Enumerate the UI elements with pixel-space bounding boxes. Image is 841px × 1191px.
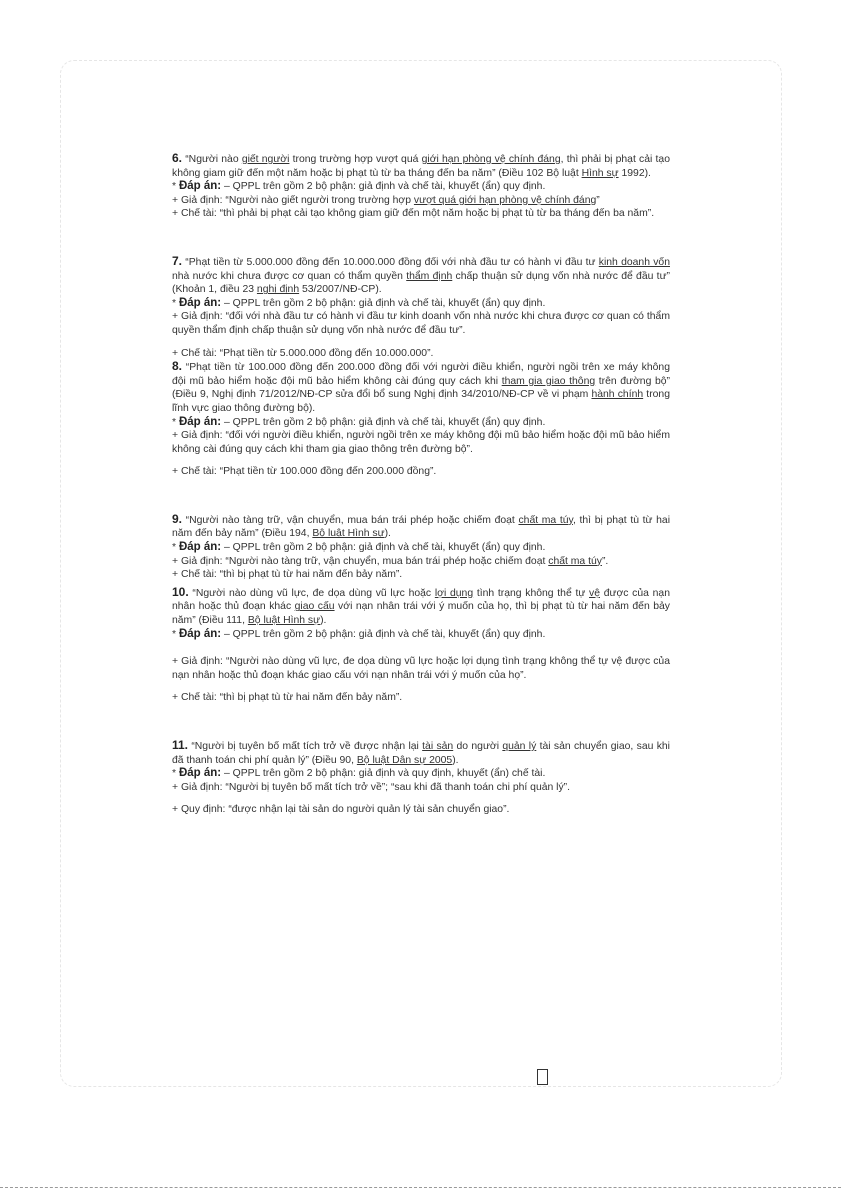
answer-line: [172, 541, 670, 555]
gia-dinh-line: [172, 555, 670, 569]
statement-text: ).: [452, 754, 459, 766]
spacer: [172, 705, 670, 739]
answer-text: – QPPL trên gồm 2 bộ phận: giả định và chế tài, khuyết (ẩn) quy định.: [221, 181, 546, 193]
statement-text: trên đường bộ” (Điều 9, Nghị định 71/2012/NĐ-CP sửa đổi bổ sung Nghị định 34/2010/NĐ-CP về vi phạm: [172, 375, 670, 401]
question-10: [172, 586, 670, 705]
statement-text: 1992).: [618, 167, 651, 179]
statement-text: ).: [320, 615, 327, 627]
question-9: [172, 513, 670, 582]
gia-dinh-line: + Giả định: “đối với người điều khiển, người ngồi trên xe máy không đội mũ bảo hiểm hoặc đội mũ bảo hiểm không cài đúng quy cách khi tham gia giao thông trên đường bộ”.: [172, 430, 670, 455]
underlined-term: kinh doanh vốn: [598, 256, 670, 268]
statement-text: , thì bị phạt tù từ hai năm đến bảy năm” (Điều 194,: [172, 514, 671, 540]
spacer: [172, 221, 670, 255]
che-tai-line: + Chế tài: “thì phải bị phạt cải tạo không giam giữ đến một năm hoặc bị phạt tù từ ba tháng đến ba năm”.: [172, 208, 655, 220]
quy-dinh-line: + Quy định: “được nhận lại tài sản do người quản lý tài sản chuyển giao”.: [172, 804, 510, 816]
gia-dinh-line: [172, 194, 670, 208]
gia-dinh-line: + Giả định: “đối với nhà đầu tư có hành vi đầu tư kinh doanh vốn nhà nước khi chưa được cơ quan có thẩm quyền thẩm định chấp thuận sử dụng vốn nhà nước để đầu tư”.: [172, 311, 670, 336]
question-number: 10.: [172, 584, 189, 599]
underlined-term: Hình sự: [581, 167, 619, 179]
question-statement: [172, 255, 670, 297]
spacer: [172, 794, 670, 803]
gia-dinh-text: ”: [596, 194, 600, 206]
underlined-term: hành chính: [591, 389, 644, 401]
answer-line: [172, 297, 670, 311]
answer-prefix: *: [172, 416, 179, 428]
statement-text: “Người nào tàng trữ, vận chuyển, mua bán trái phép hoặc chiếm đoạt: [182, 514, 519, 526]
answer-prefix: *: [172, 297, 179, 309]
underlined-term: nghị định: [256, 284, 300, 296]
statement-text: được của nạn nhân hoặc thủ đoạn khác: [172, 587, 670, 613]
spacer: [172, 456, 670, 465]
question-statement: [172, 513, 670, 541]
answer-prefix: *: [172, 181, 179, 193]
statement-text: ).: [384, 528, 391, 540]
answer-label: Đáp án:: [178, 627, 222, 640]
answer-label: Đáp án:: [178, 767, 222, 780]
statement-text: 53/2007/NĐ-CP).: [299, 284, 382, 296]
statement-text: trong lĩnh vực giao thông đường bộ).: [172, 389, 670, 414]
question-statement: [172, 586, 670, 628]
underlined-term: tài sản: [422, 741, 454, 752]
page-marker-box: [537, 1069, 548, 1085]
answer-text: – QPPL trên gồm 2 bộ phận: giả định và chế tài, khuyết (ẩn) quy định.: [221, 542, 546, 554]
answer-line: [172, 416, 670, 430]
gia-dinh-line: + Giả định: “Người nào dùng vũ lực, đe dọa dùng vũ lực hoặc lợi dụng tình trạng không thể tự vệ được của nạn nhân hoặc thủ đoạn khác giao cấu với nạn nhân trái với ý muốn của họ”.: [172, 656, 670, 681]
underlined-term: chất ma túy: [518, 514, 573, 526]
che-tai-line: + Chế tài: “thì bị phạt tù từ hai năm đến bảy năm”.: [172, 569, 403, 581]
answer-line: [172, 628, 670, 642]
answer-prefix: *: [172, 768, 179, 780]
underlined-term: chất ma túy: [548, 555, 602, 567]
gia-dinh-text: + Giả định: “Người nào giết người trong trường hợp: [172, 194, 414, 206]
question-8: [172, 360, 670, 479]
answer-line: [172, 767, 670, 781]
answer-line: [172, 180, 670, 194]
question-number: 8.: [172, 359, 183, 374]
underlined-term: quản lý: [502, 741, 537, 752]
answer-label: Đáp án:: [178, 541, 222, 554]
statement-text: “Người nào dùng vũ lực, đe dọa dùng vũ lực hoặc: [188, 587, 435, 599]
statement-text: do người: [453, 741, 503, 752]
gia-dinh-text: + Giả định: “Người nào tàng trữ, vận chuyển, mua bán trái phép hoặc chiếm đoạt: [172, 555, 549, 567]
gia-dinh-text: ”.: [601, 555, 609, 567]
statement-text: chấp thuận sử dụng vốn nhà nước để đầu tư” (Khoản 1, điều 23: [172, 270, 670, 296]
underlined-term: tham gia giao thông: [501, 375, 596, 387]
statement-text: “Người nào: [182, 154, 242, 165]
gia-dinh-line: + Giả định: “Người bị tuyên bố mất tích trở về”; “sau khi đã thanh toán chi phí quản lý”.: [172, 781, 571, 793]
underlined-term: vượt quá giới hạn phòng vệ chính đáng: [413, 194, 597, 206]
answer-label: Đáp án:: [178, 296, 222, 309]
question-number: 6.: [172, 151, 183, 165]
statement-text: tình trạng không thể tự: [473, 587, 590, 599]
question-number: 9.: [172, 511, 183, 526]
answer-label: Đáp án:: [178, 180, 222, 193]
spacer: [172, 641, 670, 655]
question-statement: [172, 152, 670, 180]
statement-text: “Người bị tuyên bố mất tích trở về được nhận lại: [188, 741, 423, 752]
underlined-term: Bộ luật Hình sự: [247, 615, 321, 627]
spacer: [172, 682, 670, 691]
document-body: [172, 152, 670, 817]
che-tai-line: + Chế tài: “Phạt tiền từ 100.000 đồng đến 200.000 đồng”.: [172, 466, 437, 478]
che-tai-line: + Chế tài: “Phạt tiền từ 5.000.000 đồng đến 10.000.000”.: [172, 347, 434, 359]
underlined-term: thẩm định: [406, 270, 453, 282]
statement-text: “Phạt tiền từ 100.000 đồng đến 200.000 đồng đối với người điều khiển, người ngồi trên xe máy không đội mũ bảo hiểm hoặc đội mũ bảo hiểm không cài đúng quy cách khi: [172, 362, 670, 387]
statement-text: với nạn nhân trái với ý muốn của họ, thì bị phạt tù từ hai năm đến bảy năm” (Điều 111,: [172, 601, 670, 627]
question-11: [172, 739, 670, 817]
answer-prefix: *: [172, 628, 179, 640]
question-number: 7.: [172, 253, 183, 268]
spacer: [172, 338, 670, 347]
page-bottom-edge: [0, 1187, 841, 1188]
question-7: [172, 255, 670, 360]
underlined-term: giao cấu: [294, 601, 335, 613]
underlined-term: vệ: [589, 587, 600, 599]
question-number: 11.: [172, 738, 189, 752]
answer-text: – QPPL trên gồm 2 bộ phận: giả định và chế tài, khuyết (ẩn) quy định.: [221, 628, 546, 640]
question-6: [172, 152, 670, 221]
answer-prefix: *: [172, 542, 179, 554]
statement-text: tài sản chuyển giao, sau khi đã thanh toán chi phí quản lý” (Điều 90,: [172, 741, 670, 766]
answer-text: – QPPL trên gồm 2 bộ phận: giả định và chế tài, khuyết (ẩn) quy định.: [221, 416, 546, 428]
answer-text: – QPPL trên gồm 2 bộ phận: giả định và quy định, khuyết (ẩn) chế tài.: [221, 768, 546, 780]
question-statement: [172, 360, 670, 415]
statement-text: , thì phải bị phạt cải tạo không giam giữ đến một năm hoặc bị phạt tù từ ba tháng đến ba năm” (Điều 102 Bộ luật: [172, 154, 670, 179]
spacer: [172, 479, 670, 513]
underlined-term: giới hạn phòng vệ chính đáng: [421, 154, 561, 165]
question-statement: [172, 739, 670, 767]
answer-text: – QPPL trên gồm 2 bộ phận: giả định và chế tài, khuyết (ẩn) quy định.: [221, 297, 546, 309]
statement-text: trong trường hợp vượt quá: [289, 154, 422, 165]
statement-text: “Phạt tiền từ 5.000.000 đồng đến 10.000.000 đồng đối với nhà đầu tư có hành vi đầu tư: [182, 256, 599, 268]
underlined-term: Bộ luật Dân sự 2005: [356, 754, 453, 766]
che-tai-line: + Chế tài: “thì bị phạt tù từ hai năm đến bảy năm”.: [172, 692, 403, 704]
underlined-term: lợi dụng: [434, 587, 474, 599]
underlined-term: Bộ luật Hình sự: [312, 528, 385, 540]
underlined-term: giết người: [241, 154, 290, 165]
answer-label: Đáp án:: [178, 415, 222, 428]
statement-text: nhà nước khi chưa được cơ quan có thẩm quyền: [172, 270, 407, 282]
